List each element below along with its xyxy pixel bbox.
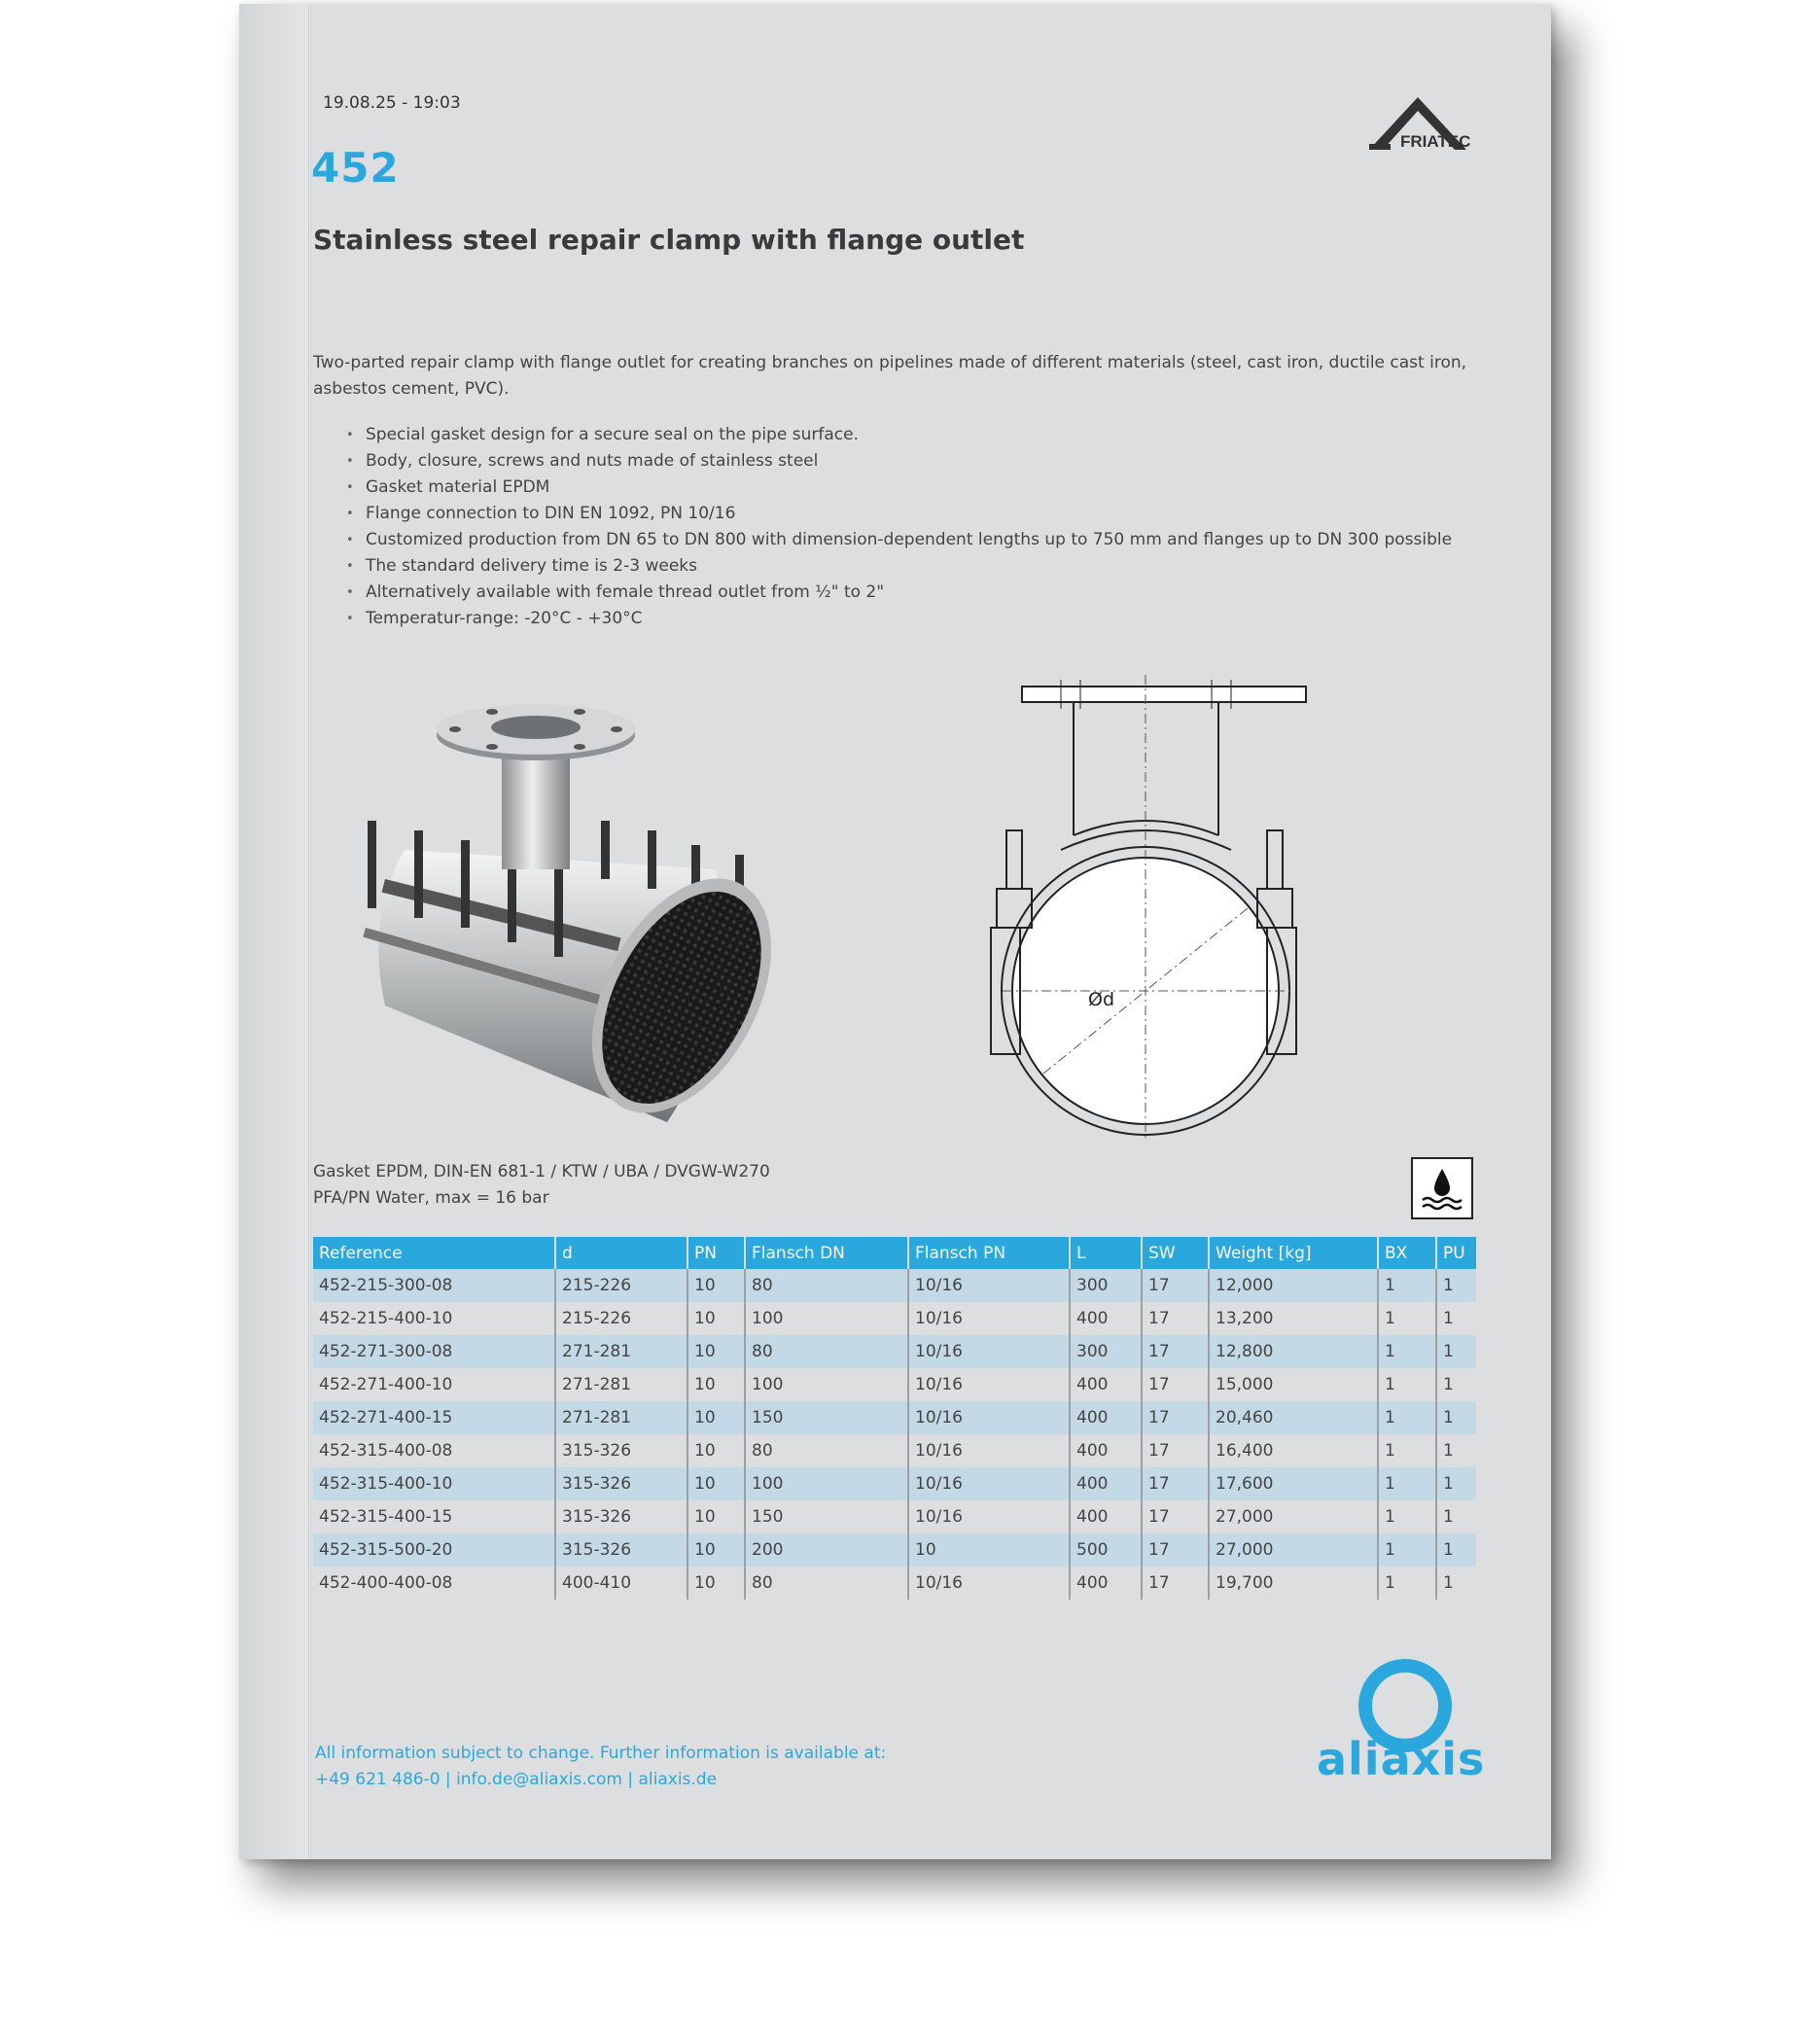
aliaxis-logo-text: aliaxis — [1317, 1733, 1486, 1785]
table-cell: 400-410 — [555, 1567, 687, 1600]
table-cell: 27,000 — [1209, 1500, 1378, 1533]
print-datetime: 19.08.25 - 19:03 — [323, 93, 461, 113]
footer-info — [315, 1741, 886, 1793]
water-drop-icon — [1411, 1157, 1473, 1219]
table-cell: 315-326 — [555, 1467, 687, 1500]
table-cell: 10 — [687, 1567, 745, 1600]
table-cell: 17 — [1142, 1269, 1209, 1302]
table-row — [313, 1533, 1476, 1567]
table-cell: 27,000 — [1209, 1533, 1378, 1567]
table-cell: 452-215-300-08 — [313, 1269, 555, 1302]
table-cell: 10 — [687, 1368, 745, 1401]
feature-list — [342, 422, 1529, 632]
table-cell: 17 — [1142, 1467, 1209, 1500]
friatec-logo-text: FRIATEC — [1400, 132, 1471, 151]
table-cell: 452-271-300-08 — [313, 1335, 555, 1368]
table-cell: 1 — [1378, 1335, 1436, 1368]
feature-item: • Customized production from DN 65 to DN 800 with dimension-dependent lengths up to 750 mm and flanges up to DN 300 possible — [342, 527, 1529, 553]
table-cell: 452-215-400-10 — [313, 1302, 555, 1335]
table-cell: 315-326 — [555, 1434, 687, 1467]
col-l: L — [1070, 1237, 1142, 1269]
table-cell: 17,600 — [1209, 1467, 1378, 1500]
table-cell: 17 — [1142, 1302, 1209, 1335]
product-table — [313, 1237, 1476, 1600]
document-page — [239, 4, 1551, 1859]
table-cell: 1 — [1378, 1500, 1436, 1533]
table-cell: 452-271-400-10 — [313, 1368, 555, 1401]
table-cell: 1 — [1436, 1335, 1476, 1368]
table-cell: 10 — [687, 1467, 745, 1500]
feature-item: • Flange connection to DIN EN 1092, PN 10/16 — [342, 501, 1529, 527]
table-cell: 17 — [1142, 1401, 1209, 1434]
table-cell: 10 — [908, 1533, 1070, 1567]
col-flansch-dn: Flansch DN — [745, 1237, 908, 1269]
table-cell: 10/16 — [908, 1434, 1070, 1467]
footer-disclaimer: All information subject to change. Further information is available at: — [315, 1744, 887, 1763]
table-cell: 271-281 — [555, 1401, 687, 1434]
table-cell: 215-226 — [555, 1269, 687, 1302]
table-cell: 10 — [687, 1302, 745, 1335]
table-cell: 10 — [687, 1335, 745, 1368]
table-cell: 400 — [1070, 1401, 1142, 1434]
table-cell: 1 — [1436, 1269, 1476, 1302]
table-cell: 17 — [1142, 1368, 1209, 1401]
table-row — [313, 1269, 1476, 1302]
table-cell: 10 — [687, 1269, 745, 1302]
feature-item: • Gasket material EPDM — [342, 475, 1529, 501]
table-cell: 10/16 — [908, 1335, 1070, 1368]
table-cell: 452-315-400-15 — [313, 1500, 555, 1533]
table-row — [313, 1335, 1476, 1368]
table-cell: 400 — [1070, 1368, 1142, 1401]
table-cell: 150 — [745, 1500, 908, 1533]
table-cell: 10/16 — [908, 1567, 1070, 1600]
col-d: d — [555, 1237, 687, 1269]
table-cell: 150 — [745, 1401, 908, 1434]
table-cell: 10 — [687, 1533, 745, 1567]
table-cell: 1 — [1378, 1533, 1436, 1567]
table-cell: 20,460 — [1209, 1401, 1378, 1434]
table-cell: 17 — [1142, 1533, 1209, 1567]
table-cell: 17 — [1142, 1567, 1209, 1600]
table-cell: 400 — [1070, 1467, 1142, 1500]
table-cell: 400 — [1070, 1500, 1142, 1533]
table-cell: 1 — [1378, 1302, 1436, 1335]
table-cell: 19,700 — [1209, 1567, 1378, 1600]
table-cell: 10 — [687, 1434, 745, 1467]
table-cell: 100 — [745, 1368, 908, 1401]
feature-item: • Temperatur-range: -20°C - +30°C — [342, 606, 1529, 632]
table-cell: 12,000 — [1209, 1269, 1378, 1302]
table-cell: 10 — [687, 1401, 745, 1434]
table-cell: 1 — [1378, 1368, 1436, 1401]
col-flansch-pn: Flansch PN — [908, 1237, 1070, 1269]
table-cell: 1 — [1436, 1500, 1476, 1533]
table-cell: 12,800 — [1209, 1335, 1378, 1368]
footer-contact: +49 621 486-0 | info.de@aliaxis.com | aliaxis.de — [315, 1770, 718, 1789]
table-cell: 1 — [1378, 1269, 1436, 1302]
binding-spine — [308, 4, 311, 1859]
table-cell: 10/16 — [908, 1401, 1070, 1434]
col-sw: SW — [1142, 1237, 1209, 1269]
table-cell: 400 — [1070, 1434, 1142, 1467]
table-cell: 13,200 — [1209, 1302, 1378, 1335]
table-cell: 300 — [1070, 1269, 1142, 1302]
feature-item: • The standard delivery time is 2-3 weeks — [342, 553, 1529, 580]
table-cell: 16,400 — [1209, 1434, 1378, 1467]
table-cell: 271-281 — [555, 1335, 687, 1368]
table-cell: 215-226 — [555, 1302, 687, 1335]
table-cell: 1 — [1436, 1533, 1476, 1567]
table-cell: 10/16 — [908, 1368, 1070, 1401]
col-reference: Reference — [313, 1237, 555, 1269]
product-title: Stainless steel repair clamp with flange outlet — [313, 224, 1025, 256]
table-cell: 400 — [1070, 1567, 1142, 1600]
table-cell: 17 — [1142, 1434, 1209, 1467]
table-cell: 10/16 — [908, 1269, 1070, 1302]
table-row — [313, 1368, 1476, 1401]
table-row — [313, 1567, 1476, 1600]
table-cell: 1 — [1436, 1567, 1476, 1600]
table-row — [313, 1302, 1476, 1335]
table-cell: 500 — [1070, 1533, 1142, 1567]
table-cell: 1 — [1378, 1401, 1436, 1434]
table-cell: 1 — [1436, 1368, 1476, 1401]
table-cell: 1 — [1436, 1401, 1476, 1434]
table-cell: 200 — [745, 1533, 908, 1567]
table-cell: 80 — [745, 1567, 908, 1600]
col-pu: PU — [1436, 1237, 1476, 1269]
table-cell: 400 — [1070, 1302, 1142, 1335]
technical-drawing — [983, 675, 1314, 1142]
table-header-row — [313, 1237, 1476, 1269]
table-cell: 315-326 — [555, 1533, 687, 1567]
specs-gasket: Gasket EPDM, DIN-EN 681-1 / KTW / UBA / DVGW-W270 — [313, 1162, 770, 1181]
table-cell: 1 — [1378, 1567, 1436, 1600]
specs-pressure: PFA/PN Water, max = 16 bar — [313, 1188, 549, 1208]
feature-item: • Special gasket design for a secure seal on the pipe surface. — [342, 422, 1529, 448]
table-row — [313, 1434, 1476, 1467]
diameter-label: Ød — [1088, 989, 1115, 1010]
product-photo — [346, 685, 852, 1142]
specs-block — [313, 1159, 770, 1212]
table-cell: 100 — [745, 1467, 908, 1500]
table-cell: 452-400-400-08 — [313, 1567, 555, 1600]
table-row — [313, 1500, 1476, 1533]
table-cell: 1 — [1378, 1467, 1436, 1500]
table-cell: 1 — [1436, 1302, 1476, 1335]
table-cell: 80 — [745, 1434, 908, 1467]
table-cell: 10/16 — [908, 1500, 1070, 1533]
col-weight: Weight [kg] — [1209, 1237, 1378, 1269]
col-bx: BX — [1378, 1237, 1436, 1269]
table-cell: 1 — [1436, 1467, 1476, 1500]
table-row — [313, 1401, 1476, 1434]
table-cell: 452-315-400-10 — [313, 1467, 555, 1500]
feature-item: • Alternatively available with female thread outlet from ½" to 2" — [342, 580, 1529, 606]
table-cell: 300 — [1070, 1335, 1142, 1368]
table-cell: 17 — [1142, 1500, 1209, 1533]
table-cell: 452-315-400-08 — [313, 1434, 555, 1467]
table-cell: 10/16 — [908, 1302, 1070, 1335]
feature-item: • Body, closure, screws and nuts made of stainless steel — [342, 448, 1529, 475]
table-cell: 271-281 — [555, 1368, 687, 1401]
table-row — [313, 1467, 1476, 1500]
table-cell: 315-326 — [555, 1500, 687, 1533]
table-cell: 15,000 — [1209, 1368, 1378, 1401]
table-cell: 17 — [1142, 1335, 1209, 1368]
product-description: Two-parted repair clamp with flange outlet for creating branches on pipelines made of different materials (steel, cast iron, ductile cast iron, asbestos cement, PVC). — [313, 353, 1467, 399]
table-cell: 452-271-400-15 — [313, 1401, 555, 1434]
product-code: 452 — [311, 144, 400, 192]
table-cell: 80 — [745, 1269, 908, 1302]
table-cell: 452-315-500-20 — [313, 1533, 555, 1567]
table-cell: 100 — [745, 1302, 908, 1335]
col-pn: PN — [687, 1237, 745, 1269]
table-cell: 10/16 — [908, 1467, 1070, 1500]
table-cell: 1 — [1436, 1434, 1476, 1467]
table-cell: 10 — [687, 1500, 745, 1533]
table-cell: 80 — [745, 1335, 908, 1368]
table-cell: 1 — [1378, 1434, 1436, 1467]
binding-shade — [239, 4, 308, 1859]
